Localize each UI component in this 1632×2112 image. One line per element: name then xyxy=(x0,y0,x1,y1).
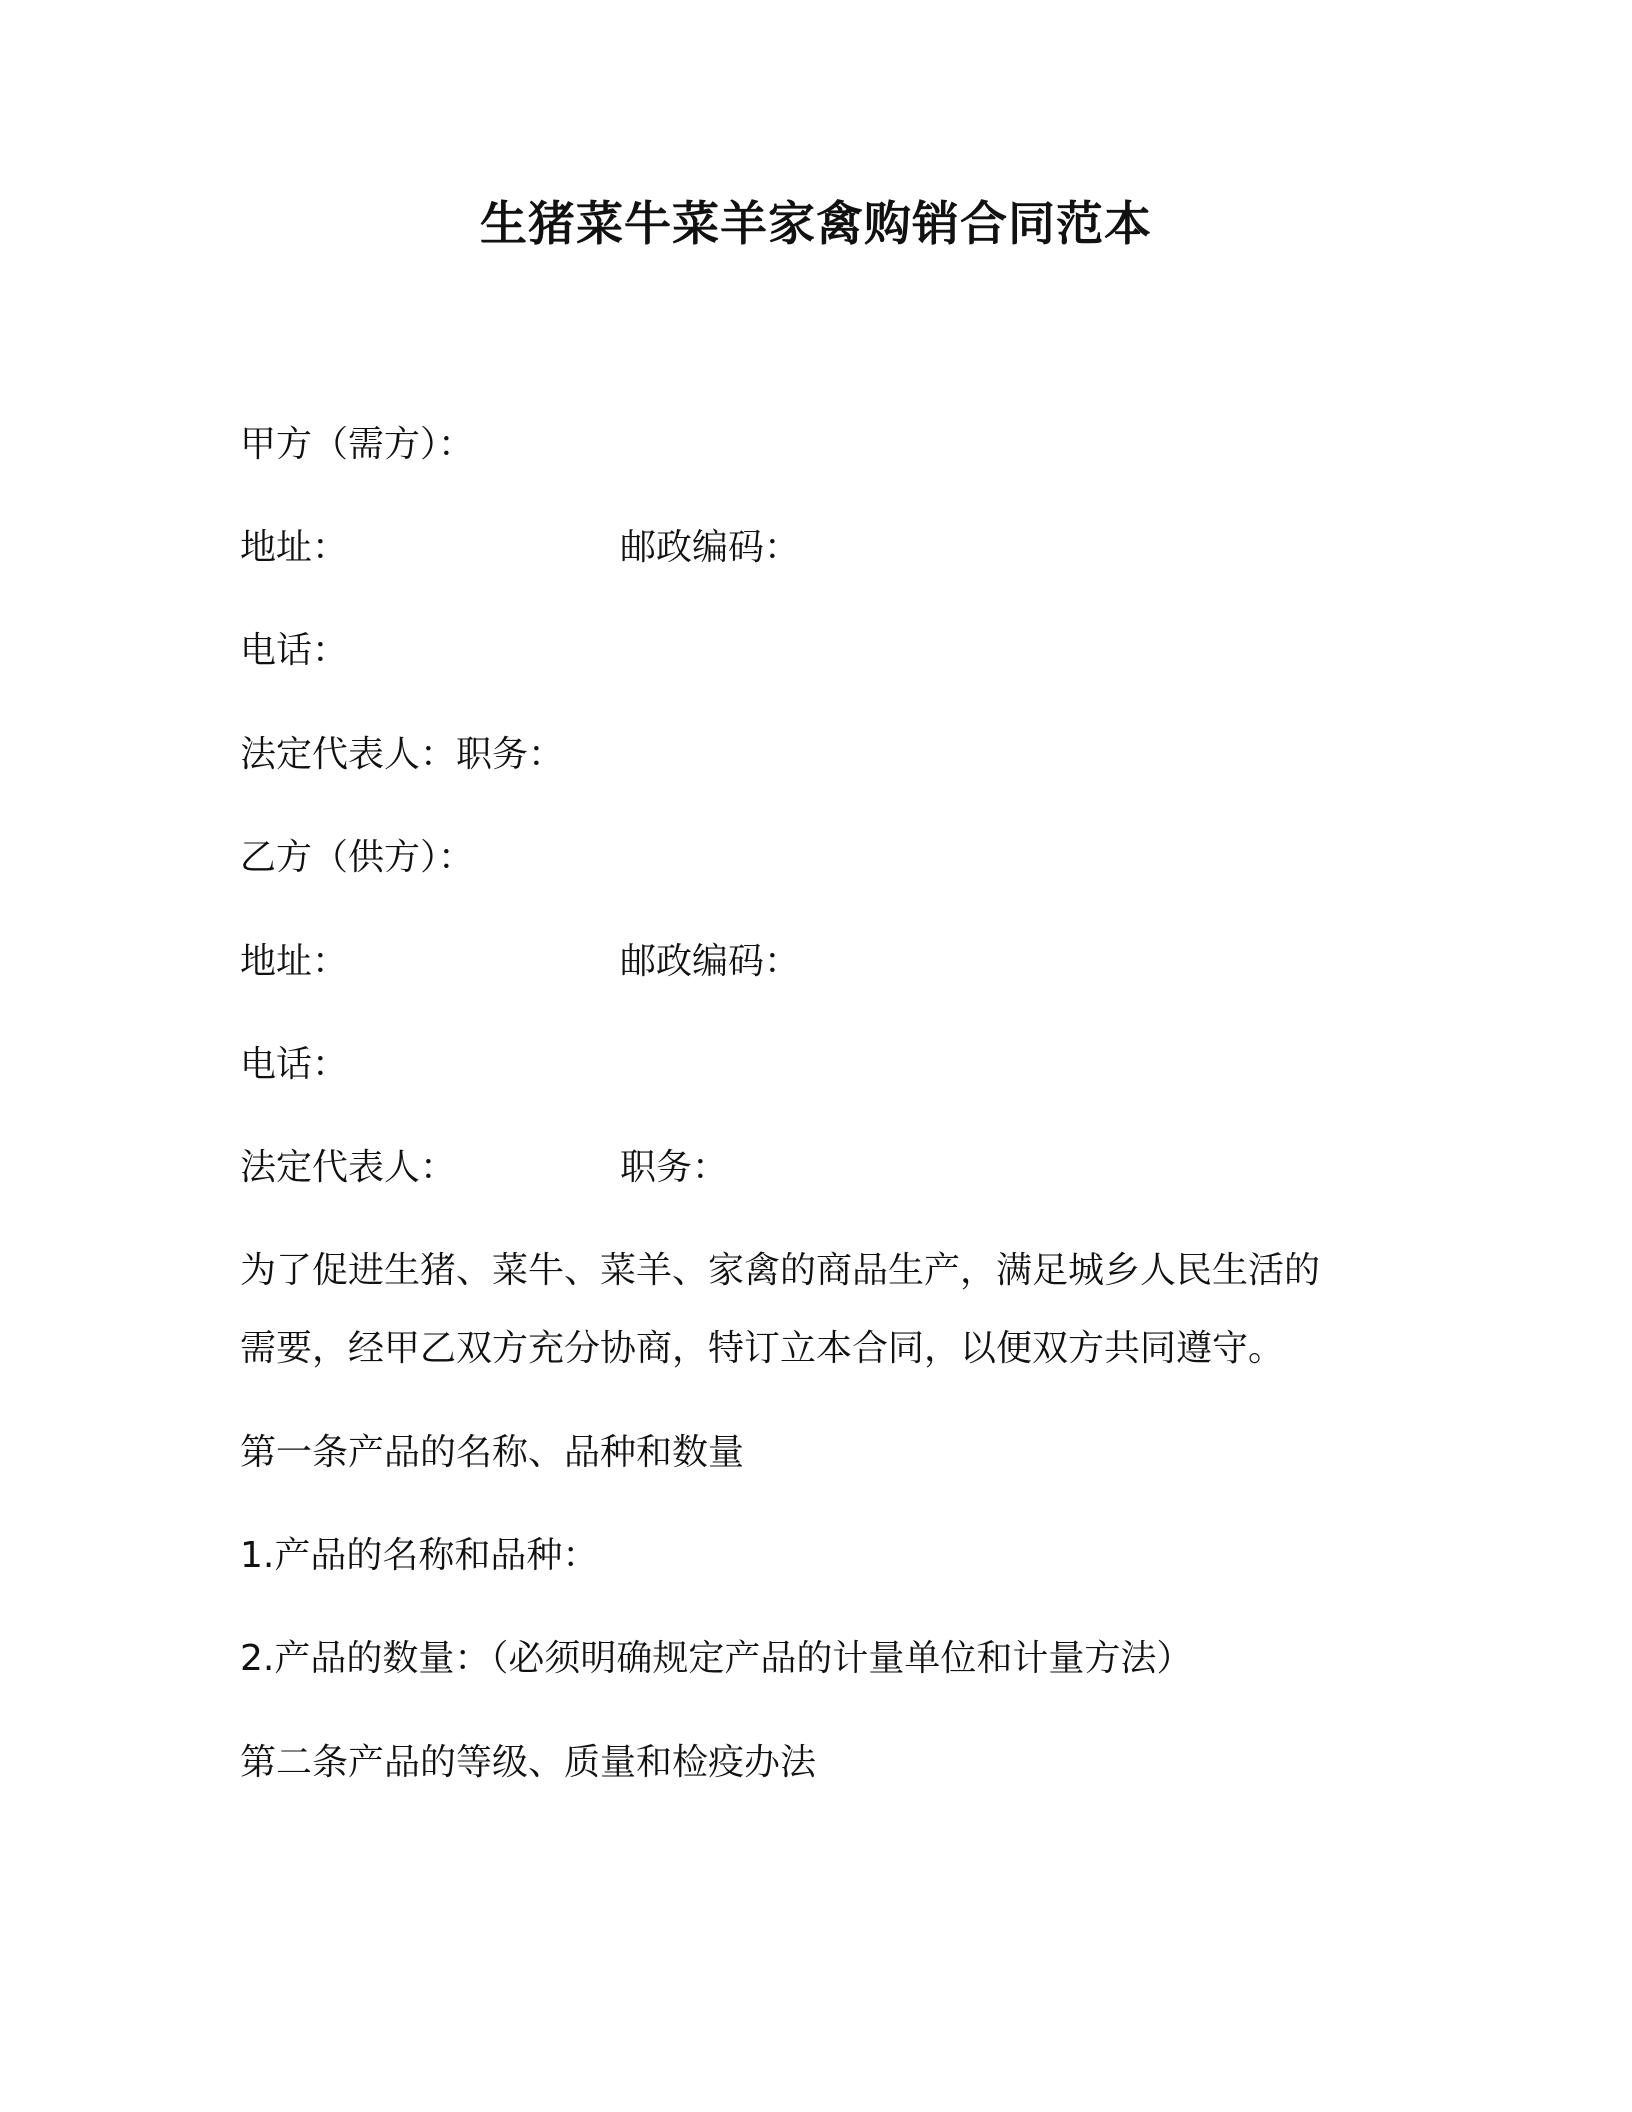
article-1-item-1: 1.产品的名称和品种： xyxy=(240,1535,599,1576)
party-b-title-label: 职务： xyxy=(620,1147,729,1188)
party-a-postcode-label: 邮政编码： xyxy=(620,527,801,568)
party-a-representative-line: 法定代表人：职务： xyxy=(240,734,565,775)
preamble-line-1: 为了促进生猪、菜牛、菜羊、家禽的商品生产，满足城乡人民生活的 xyxy=(240,1250,1321,1291)
article-1-heading: 第一条产品的名称、品种和数量 xyxy=(240,1432,745,1473)
party-a-phone-label: 电话： xyxy=(240,630,349,671)
party-b-postcode-label: 邮政编码： xyxy=(620,941,801,982)
document-title: 生猪菜牛菜羊家禽购销合同范本 xyxy=(480,197,1152,252)
party-a-address-label: 地址： xyxy=(240,527,349,568)
party-b-address-label: 地址： xyxy=(240,941,349,982)
article-2-heading: 第二条产品的等级、质量和检疫办法 xyxy=(240,1742,817,1783)
preamble-line-2: 需要，经甲乙双方充分协商，特订立本合同，以便双方共同遵守。 xyxy=(240,1328,1285,1369)
party-b-heading: 乙方（供方）： xyxy=(240,837,475,878)
party-a-heading: 甲方（需方）： xyxy=(240,424,475,465)
party-b-phone-label: 电话： xyxy=(240,1044,349,1085)
article-1-item-2: 2.产品的数量：（必须明确规定产品的计量单位和计量方法） xyxy=(240,1638,1193,1679)
party-b-representative-label: 法定代表人： xyxy=(240,1147,457,1188)
